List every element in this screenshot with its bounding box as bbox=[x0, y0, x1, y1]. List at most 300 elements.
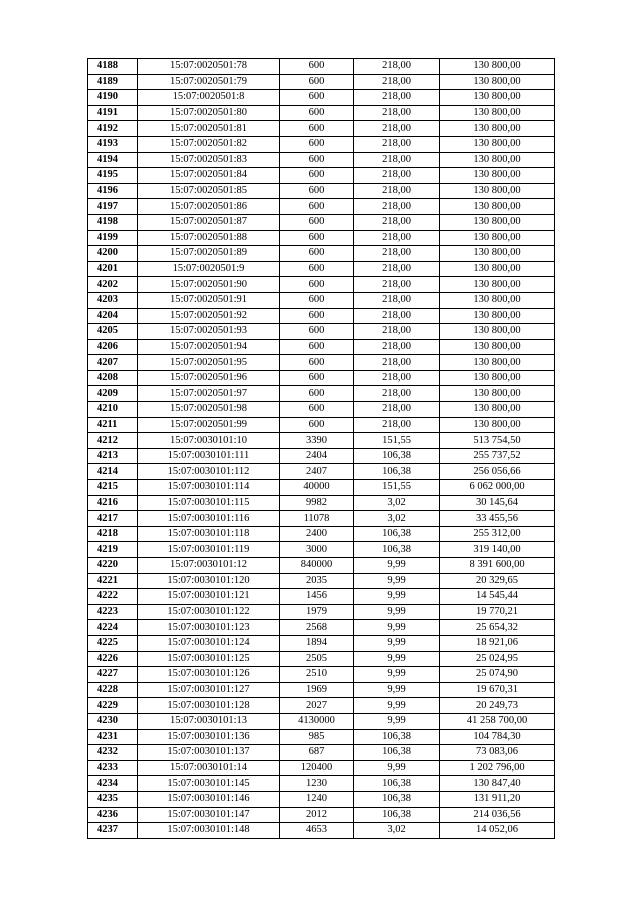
row-number-cell: 4201 bbox=[88, 261, 138, 277]
cadastral-number-cell: 15:07:0030101:14 bbox=[138, 760, 280, 776]
row-number-cell: 4227 bbox=[88, 667, 138, 683]
row-number-cell: 4192 bbox=[88, 121, 138, 137]
row-number-cell: 4195 bbox=[88, 168, 138, 184]
row-number-cell: 4210 bbox=[88, 402, 138, 418]
row-number-cell: 4197 bbox=[88, 199, 138, 215]
cadastral-number-cell: 15:07:0020501:79 bbox=[138, 74, 280, 90]
table-row bbox=[88, 620, 555, 636]
specific-value-cell: 106,38 bbox=[354, 542, 440, 558]
cadastral-number-cell: 15:07:0030101:126 bbox=[138, 667, 280, 683]
table-row bbox=[88, 495, 555, 511]
cadastral-value-cell: 130 847,40 bbox=[440, 776, 555, 792]
row-number-cell: 4213 bbox=[88, 448, 138, 464]
cadastral-number-cell: 15:07:0020501:98 bbox=[138, 402, 280, 418]
cadastral-number-cell: 15:07:0030101:127 bbox=[138, 682, 280, 698]
cadastral-value-table bbox=[87, 58, 555, 839]
cadastral-value-cell: 130 800,00 bbox=[440, 214, 555, 230]
cadastral-number-cell: 15:07:0030101:128 bbox=[138, 698, 280, 714]
specific-value-cell: 9,99 bbox=[354, 558, 440, 574]
table-row bbox=[88, 745, 555, 761]
row-number-cell: 4215 bbox=[88, 480, 138, 496]
cadastral-number-cell: 15:07:0020501:87 bbox=[138, 214, 280, 230]
cadastral-number-cell: 15:07:0030101:147 bbox=[138, 807, 280, 823]
specific-value-cell: 9,99 bbox=[354, 589, 440, 605]
table-row bbox=[88, 105, 555, 121]
area-cell: 2400 bbox=[280, 526, 354, 542]
specific-value-cell: 151,55 bbox=[354, 433, 440, 449]
cadastral-number-cell: 15:07:0030101:112 bbox=[138, 464, 280, 480]
table-row bbox=[88, 573, 555, 589]
table-row bbox=[88, 511, 555, 527]
specific-value-cell: 9,99 bbox=[354, 635, 440, 651]
row-number-cell: 4236 bbox=[88, 807, 138, 823]
row-number-cell: 4223 bbox=[88, 604, 138, 620]
cadastral-number-cell: 15:07:0030101:122 bbox=[138, 604, 280, 620]
area-cell: 9982 bbox=[280, 495, 354, 511]
area-cell: 600 bbox=[280, 105, 354, 121]
row-number-cell: 4211 bbox=[88, 417, 138, 433]
specific-value-cell: 218,00 bbox=[354, 121, 440, 137]
area-cell: 3390 bbox=[280, 433, 354, 449]
specific-value-cell: 218,00 bbox=[354, 370, 440, 386]
cadastral-number-cell: 15:07:0030101:146 bbox=[138, 791, 280, 807]
area-cell: 600 bbox=[280, 121, 354, 137]
table-row bbox=[88, 417, 555, 433]
specific-value-cell: 218,00 bbox=[354, 183, 440, 199]
cadastral-value-cell: 130 800,00 bbox=[440, 59, 555, 75]
cadastral-number-cell: 15:07:0030101:121 bbox=[138, 589, 280, 605]
cadastral-number-cell: 15:07:0020501:85 bbox=[138, 183, 280, 199]
row-number-cell: 4202 bbox=[88, 277, 138, 293]
area-cell: 600 bbox=[280, 417, 354, 433]
row-number-cell: 4193 bbox=[88, 136, 138, 152]
cadastral-value-cell: 130 800,00 bbox=[440, 230, 555, 246]
table-row bbox=[88, 823, 555, 839]
area-cell: 600 bbox=[280, 402, 354, 418]
cadastral-value-cell: 6 062 000,00 bbox=[440, 480, 555, 496]
cadastral-value-cell: 130 800,00 bbox=[440, 402, 555, 418]
area-cell: 4653 bbox=[280, 823, 354, 839]
area-cell: 600 bbox=[280, 74, 354, 90]
specific-value-cell: 9,99 bbox=[354, 713, 440, 729]
specific-value-cell: 9,99 bbox=[354, 651, 440, 667]
table-row bbox=[88, 667, 555, 683]
specific-value-cell: 218,00 bbox=[354, 152, 440, 168]
table-row bbox=[88, 230, 555, 246]
table-row bbox=[88, 59, 555, 75]
cadastral-number-cell: 15:07:0020501:82 bbox=[138, 136, 280, 152]
row-number-cell: 4235 bbox=[88, 791, 138, 807]
specific-value-cell: 9,99 bbox=[354, 604, 440, 620]
cadastral-number-cell: 15:07:0030101:12 bbox=[138, 558, 280, 574]
cadastral-number-cell: 15:07:0020501:81 bbox=[138, 121, 280, 137]
cadastral-value-cell: 25 024,95 bbox=[440, 651, 555, 667]
specific-value-cell: 106,38 bbox=[354, 791, 440, 807]
table-row bbox=[88, 214, 555, 230]
cadastral-value-cell: 130 800,00 bbox=[440, 90, 555, 106]
row-number-cell: 4228 bbox=[88, 682, 138, 698]
area-cell: 2012 bbox=[280, 807, 354, 823]
cadastral-number-cell: 15:07:0020501:80 bbox=[138, 105, 280, 121]
table-row bbox=[88, 183, 555, 199]
specific-value-cell: 218,00 bbox=[354, 230, 440, 246]
cadastral-value-cell: 30 145,64 bbox=[440, 495, 555, 511]
area-cell: 1456 bbox=[280, 589, 354, 605]
cadastral-number-cell: 15:07:0020501:95 bbox=[138, 355, 280, 371]
specific-value-cell: 218,00 bbox=[354, 246, 440, 262]
specific-value-cell: 106,38 bbox=[354, 807, 440, 823]
row-number-cell: 4222 bbox=[88, 589, 138, 605]
table-row bbox=[88, 807, 555, 823]
cadastral-number-cell: 15:07:0020501:94 bbox=[138, 339, 280, 355]
area-cell: 40000 bbox=[280, 480, 354, 496]
specific-value-cell: 9,99 bbox=[354, 620, 440, 636]
cadastral-value-cell: 25 074,90 bbox=[440, 667, 555, 683]
row-number-cell: 4194 bbox=[88, 152, 138, 168]
cadastral-value-cell: 130 800,00 bbox=[440, 152, 555, 168]
table-row bbox=[88, 682, 555, 698]
specific-value-cell: 218,00 bbox=[354, 386, 440, 402]
table-row bbox=[88, 402, 555, 418]
row-number-cell: 4203 bbox=[88, 292, 138, 308]
table-row bbox=[88, 448, 555, 464]
cadastral-value-cell: 104 784,30 bbox=[440, 729, 555, 745]
specific-value-cell: 3,02 bbox=[354, 495, 440, 511]
area-cell: 600 bbox=[280, 324, 354, 340]
table-row bbox=[88, 292, 555, 308]
row-number-cell: 4204 bbox=[88, 308, 138, 324]
specific-value-cell: 218,00 bbox=[354, 292, 440, 308]
specific-value-cell: 106,38 bbox=[354, 745, 440, 761]
table-row bbox=[88, 558, 555, 574]
cadastral-value-cell: 130 800,00 bbox=[440, 292, 555, 308]
row-number-cell: 4190 bbox=[88, 90, 138, 106]
row-number-cell: 4208 bbox=[88, 370, 138, 386]
cadastral-value-cell: 14 052,06 bbox=[440, 823, 555, 839]
row-number-cell: 4237 bbox=[88, 823, 138, 839]
row-number-cell: 4209 bbox=[88, 386, 138, 402]
area-cell: 840000 bbox=[280, 558, 354, 574]
cadastral-number-cell: 15:07:0030101:148 bbox=[138, 823, 280, 839]
area-cell: 600 bbox=[280, 386, 354, 402]
cadastral-value-cell: 130 800,00 bbox=[440, 370, 555, 386]
cadastral-value-cell: 8 391 600,00 bbox=[440, 558, 555, 574]
specific-value-cell: 218,00 bbox=[354, 324, 440, 340]
row-number-cell: 4219 bbox=[88, 542, 138, 558]
table-row bbox=[88, 90, 555, 106]
specific-value-cell: 106,38 bbox=[354, 526, 440, 542]
table-row bbox=[88, 277, 555, 293]
row-number-cell: 4220 bbox=[88, 558, 138, 574]
row-number-cell: 4225 bbox=[88, 635, 138, 651]
specific-value-cell: 151,55 bbox=[354, 480, 440, 496]
table-row bbox=[88, 339, 555, 355]
table-row bbox=[88, 199, 555, 215]
cadastral-value-cell: 130 800,00 bbox=[440, 121, 555, 137]
table-row bbox=[88, 121, 555, 137]
area-cell: 600 bbox=[280, 277, 354, 293]
cadastral-number-cell: 15:07:0020501:97 bbox=[138, 386, 280, 402]
cadastral-value-cell: 14 545,44 bbox=[440, 589, 555, 605]
cadastral-number-cell: 15:07:0030101:123 bbox=[138, 620, 280, 636]
area-cell: 600 bbox=[280, 199, 354, 215]
row-number-cell: 4217 bbox=[88, 511, 138, 527]
table-row bbox=[88, 355, 555, 371]
cadastral-value-cell: 20 249,73 bbox=[440, 698, 555, 714]
area-cell: 687 bbox=[280, 745, 354, 761]
area-cell: 1894 bbox=[280, 635, 354, 651]
area-cell: 600 bbox=[280, 136, 354, 152]
row-number-cell: 4224 bbox=[88, 620, 138, 636]
cadastral-number-cell: 15:07:0020501:78 bbox=[138, 59, 280, 75]
table-row bbox=[88, 760, 555, 776]
specific-value-cell: 3,02 bbox=[354, 511, 440, 527]
cadastral-value-cell: 20 329,65 bbox=[440, 573, 555, 589]
cadastral-value-cell: 130 800,00 bbox=[440, 355, 555, 371]
specific-value-cell: 9,99 bbox=[354, 682, 440, 698]
specific-value-cell: 218,00 bbox=[354, 136, 440, 152]
table-row bbox=[88, 791, 555, 807]
area-cell: 1979 bbox=[280, 604, 354, 620]
row-number-cell: 4231 bbox=[88, 729, 138, 745]
cadastral-number-cell: 15:07:0020501:88 bbox=[138, 230, 280, 246]
cadastral-number-cell: 15:07:0020501:84 bbox=[138, 168, 280, 184]
specific-value-cell: 218,00 bbox=[354, 74, 440, 90]
area-cell: 1230 bbox=[280, 776, 354, 792]
cadastral-value-cell: 73 083,06 bbox=[440, 745, 555, 761]
specific-value-cell: 9,99 bbox=[354, 667, 440, 683]
area-cell: 600 bbox=[280, 214, 354, 230]
table-row bbox=[88, 542, 555, 558]
cadastral-number-cell: 15:07:0020501:8 bbox=[138, 90, 280, 106]
area-cell: 600 bbox=[280, 261, 354, 277]
specific-value-cell: 218,00 bbox=[354, 199, 440, 215]
area-cell: 120400 bbox=[280, 760, 354, 776]
cadastral-value-cell: 131 911,20 bbox=[440, 791, 555, 807]
area-cell: 1969 bbox=[280, 682, 354, 698]
area-cell: 600 bbox=[280, 308, 354, 324]
area-cell: 2035 bbox=[280, 573, 354, 589]
area-cell: 600 bbox=[280, 292, 354, 308]
specific-value-cell: 106,38 bbox=[354, 464, 440, 480]
cadastral-value-cell: 130 800,00 bbox=[440, 183, 555, 199]
table-row bbox=[88, 635, 555, 651]
area-cell: 600 bbox=[280, 152, 354, 168]
cadastral-value-cell: 214 036,56 bbox=[440, 807, 555, 823]
cadastral-number-cell: 15:07:0020501:86 bbox=[138, 199, 280, 215]
area-cell: 11078 bbox=[280, 511, 354, 527]
cadastral-value-cell: 25 654,32 bbox=[440, 620, 555, 636]
cadastral-value-cell: 255 312,00 bbox=[440, 526, 555, 542]
specific-value-cell: 218,00 bbox=[354, 277, 440, 293]
specific-value-cell: 9,99 bbox=[354, 573, 440, 589]
table-row bbox=[88, 651, 555, 667]
row-number-cell: 4191 bbox=[88, 105, 138, 121]
cadastral-value-cell: 319 140,00 bbox=[440, 542, 555, 558]
row-number-cell: 4230 bbox=[88, 713, 138, 729]
cadastral-value-cell: 513 754,50 bbox=[440, 433, 555, 449]
table-row bbox=[88, 168, 555, 184]
cadastral-value-cell: 130 800,00 bbox=[440, 308, 555, 324]
table-row bbox=[88, 370, 555, 386]
cadastral-value-cell: 19 670,31 bbox=[440, 682, 555, 698]
cadastral-number-cell: 15:07:0030101:111 bbox=[138, 448, 280, 464]
cadastral-number-cell: 15:07:0030101:125 bbox=[138, 651, 280, 667]
cadastral-value-cell: 18 921,06 bbox=[440, 635, 555, 651]
cadastral-number-cell: 15:07:0020501:92 bbox=[138, 308, 280, 324]
row-number-cell: 4189 bbox=[88, 74, 138, 90]
row-number-cell: 4200 bbox=[88, 246, 138, 262]
cadastral-number-cell: 15:07:0030101:116 bbox=[138, 511, 280, 527]
area-cell: 600 bbox=[280, 246, 354, 262]
table-row bbox=[88, 776, 555, 792]
cadastral-number-cell: 15:07:0030101:145 bbox=[138, 776, 280, 792]
area-cell: 600 bbox=[280, 230, 354, 246]
area-cell: 4130000 bbox=[280, 713, 354, 729]
area-cell: 2568 bbox=[280, 620, 354, 636]
row-number-cell: 4221 bbox=[88, 573, 138, 589]
table-row bbox=[88, 152, 555, 168]
specific-value-cell: 218,00 bbox=[354, 90, 440, 106]
cadastral-value-cell: 33 455,56 bbox=[440, 511, 555, 527]
cadastral-value-cell: 130 800,00 bbox=[440, 168, 555, 184]
table-row bbox=[88, 526, 555, 542]
table-row bbox=[88, 261, 555, 277]
cadastral-value-cell: 41 258 700,00 bbox=[440, 713, 555, 729]
specific-value-cell: 218,00 bbox=[354, 59, 440, 75]
area-cell: 1240 bbox=[280, 791, 354, 807]
cadastral-value-cell: 255 737,52 bbox=[440, 448, 555, 464]
table-row bbox=[88, 136, 555, 152]
table-row bbox=[88, 604, 555, 620]
row-number-cell: 4214 bbox=[88, 464, 138, 480]
specific-value-cell: 218,00 bbox=[354, 417, 440, 433]
table-row bbox=[88, 729, 555, 745]
row-number-cell: 4234 bbox=[88, 776, 138, 792]
area-cell: 2404 bbox=[280, 448, 354, 464]
table-row bbox=[88, 246, 555, 262]
cadastral-number-cell: 15:07:0030101:120 bbox=[138, 573, 280, 589]
cadastral-number-cell: 15:07:0020501:93 bbox=[138, 324, 280, 340]
area-cell: 2505 bbox=[280, 651, 354, 667]
area-cell: 600 bbox=[280, 370, 354, 386]
row-number-cell: 4205 bbox=[88, 324, 138, 340]
specific-value-cell: 106,38 bbox=[354, 448, 440, 464]
row-number-cell: 4188 bbox=[88, 59, 138, 75]
area-cell: 600 bbox=[280, 355, 354, 371]
row-number-cell: 4216 bbox=[88, 495, 138, 511]
cadastral-value-cell: 130 800,00 bbox=[440, 417, 555, 433]
area-cell: 2510 bbox=[280, 667, 354, 683]
row-number-cell: 4229 bbox=[88, 698, 138, 714]
area-cell: 600 bbox=[280, 183, 354, 199]
cadastral-number-cell: 15:07:0030101:13 bbox=[138, 713, 280, 729]
cadastral-number-cell: 15:07:0030101:10 bbox=[138, 433, 280, 449]
row-number-cell: 4212 bbox=[88, 433, 138, 449]
table-row bbox=[88, 464, 555, 480]
row-number-cell: 4206 bbox=[88, 339, 138, 355]
specific-value-cell: 3,02 bbox=[354, 823, 440, 839]
row-number-cell: 4226 bbox=[88, 651, 138, 667]
cadastral-value-cell: 1 202 796,00 bbox=[440, 760, 555, 776]
specific-value-cell: 9,99 bbox=[354, 698, 440, 714]
row-number-cell: 4232 bbox=[88, 745, 138, 761]
cadastral-number-cell: 15:07:0030101:119 bbox=[138, 542, 280, 558]
cadastral-value-cell: 19 770,21 bbox=[440, 604, 555, 620]
cadastral-value-cell: 130 800,00 bbox=[440, 246, 555, 262]
cadastral-value-cell: 130 800,00 bbox=[440, 199, 555, 215]
row-number-cell: 4196 bbox=[88, 183, 138, 199]
cadastral-number-cell: 15:07:0030101:136 bbox=[138, 729, 280, 745]
cadastral-number-cell: 15:07:0020501:91 bbox=[138, 292, 280, 308]
cadastral-number-cell: 15:07:0030101:124 bbox=[138, 635, 280, 651]
specific-value-cell: 218,00 bbox=[354, 214, 440, 230]
specific-value-cell: 218,00 bbox=[354, 105, 440, 121]
table-row bbox=[88, 308, 555, 324]
row-number-cell: 4218 bbox=[88, 526, 138, 542]
cadastral-number-cell: 15:07:0020501:96 bbox=[138, 370, 280, 386]
cadastral-value-cell: 130 800,00 bbox=[440, 277, 555, 293]
specific-value-cell: 218,00 bbox=[354, 339, 440, 355]
cadastral-number-cell: 15:07:0030101:118 bbox=[138, 526, 280, 542]
table-row bbox=[88, 324, 555, 340]
row-number-cell: 4233 bbox=[88, 760, 138, 776]
area-cell: 600 bbox=[280, 339, 354, 355]
table-row bbox=[88, 480, 555, 496]
cadastral-value-cell: 130 800,00 bbox=[440, 339, 555, 355]
cadastral-number-cell: 15:07:0030101:137 bbox=[138, 745, 280, 761]
table-body bbox=[88, 59, 555, 839]
cadastral-value-cell: 130 800,00 bbox=[440, 324, 555, 340]
specific-value-cell: 218,00 bbox=[354, 308, 440, 324]
cadastral-number-cell: 15:07:0030101:114 bbox=[138, 480, 280, 496]
table-row bbox=[88, 433, 555, 449]
area-cell: 2027 bbox=[280, 698, 354, 714]
cadastral-number-cell: 15:07:0020501:83 bbox=[138, 152, 280, 168]
cadastral-value-cell: 130 800,00 bbox=[440, 261, 555, 277]
cadastral-number-cell: 15:07:0020501:90 bbox=[138, 277, 280, 293]
table-row bbox=[88, 74, 555, 90]
specific-value-cell: 218,00 bbox=[354, 355, 440, 371]
table-row bbox=[88, 713, 555, 729]
area-cell: 600 bbox=[280, 59, 354, 75]
cadastral-value-cell: 130 800,00 bbox=[440, 105, 555, 121]
specific-value-cell: 106,38 bbox=[354, 729, 440, 745]
area-cell: 600 bbox=[280, 168, 354, 184]
cadastral-value-cell: 130 800,00 bbox=[440, 136, 555, 152]
specific-value-cell: 9,99 bbox=[354, 760, 440, 776]
cadastral-number-cell: 15:07:0030101:115 bbox=[138, 495, 280, 511]
area-cell: 985 bbox=[280, 729, 354, 745]
cadastral-value-cell: 130 800,00 bbox=[440, 386, 555, 402]
specific-value-cell: 218,00 bbox=[354, 168, 440, 184]
cadastral-number-cell: 15:07:0020501:9 bbox=[138, 261, 280, 277]
row-number-cell: 4198 bbox=[88, 214, 138, 230]
specific-value-cell: 218,00 bbox=[354, 402, 440, 418]
row-number-cell: 4207 bbox=[88, 355, 138, 371]
row-number-cell: 4199 bbox=[88, 230, 138, 246]
area-cell: 2407 bbox=[280, 464, 354, 480]
cadastral-number-cell: 15:07:0020501:99 bbox=[138, 417, 280, 433]
cadastral-number-cell: 15:07:0020501:89 bbox=[138, 246, 280, 262]
area-cell: 3000 bbox=[280, 542, 354, 558]
table-row bbox=[88, 386, 555, 402]
table-row bbox=[88, 589, 555, 605]
cadastral-value-cell: 130 800,00 bbox=[440, 74, 555, 90]
cadastral-value-cell: 256 056,66 bbox=[440, 464, 555, 480]
specific-value-cell: 106,38 bbox=[354, 776, 440, 792]
table-row bbox=[88, 698, 555, 714]
